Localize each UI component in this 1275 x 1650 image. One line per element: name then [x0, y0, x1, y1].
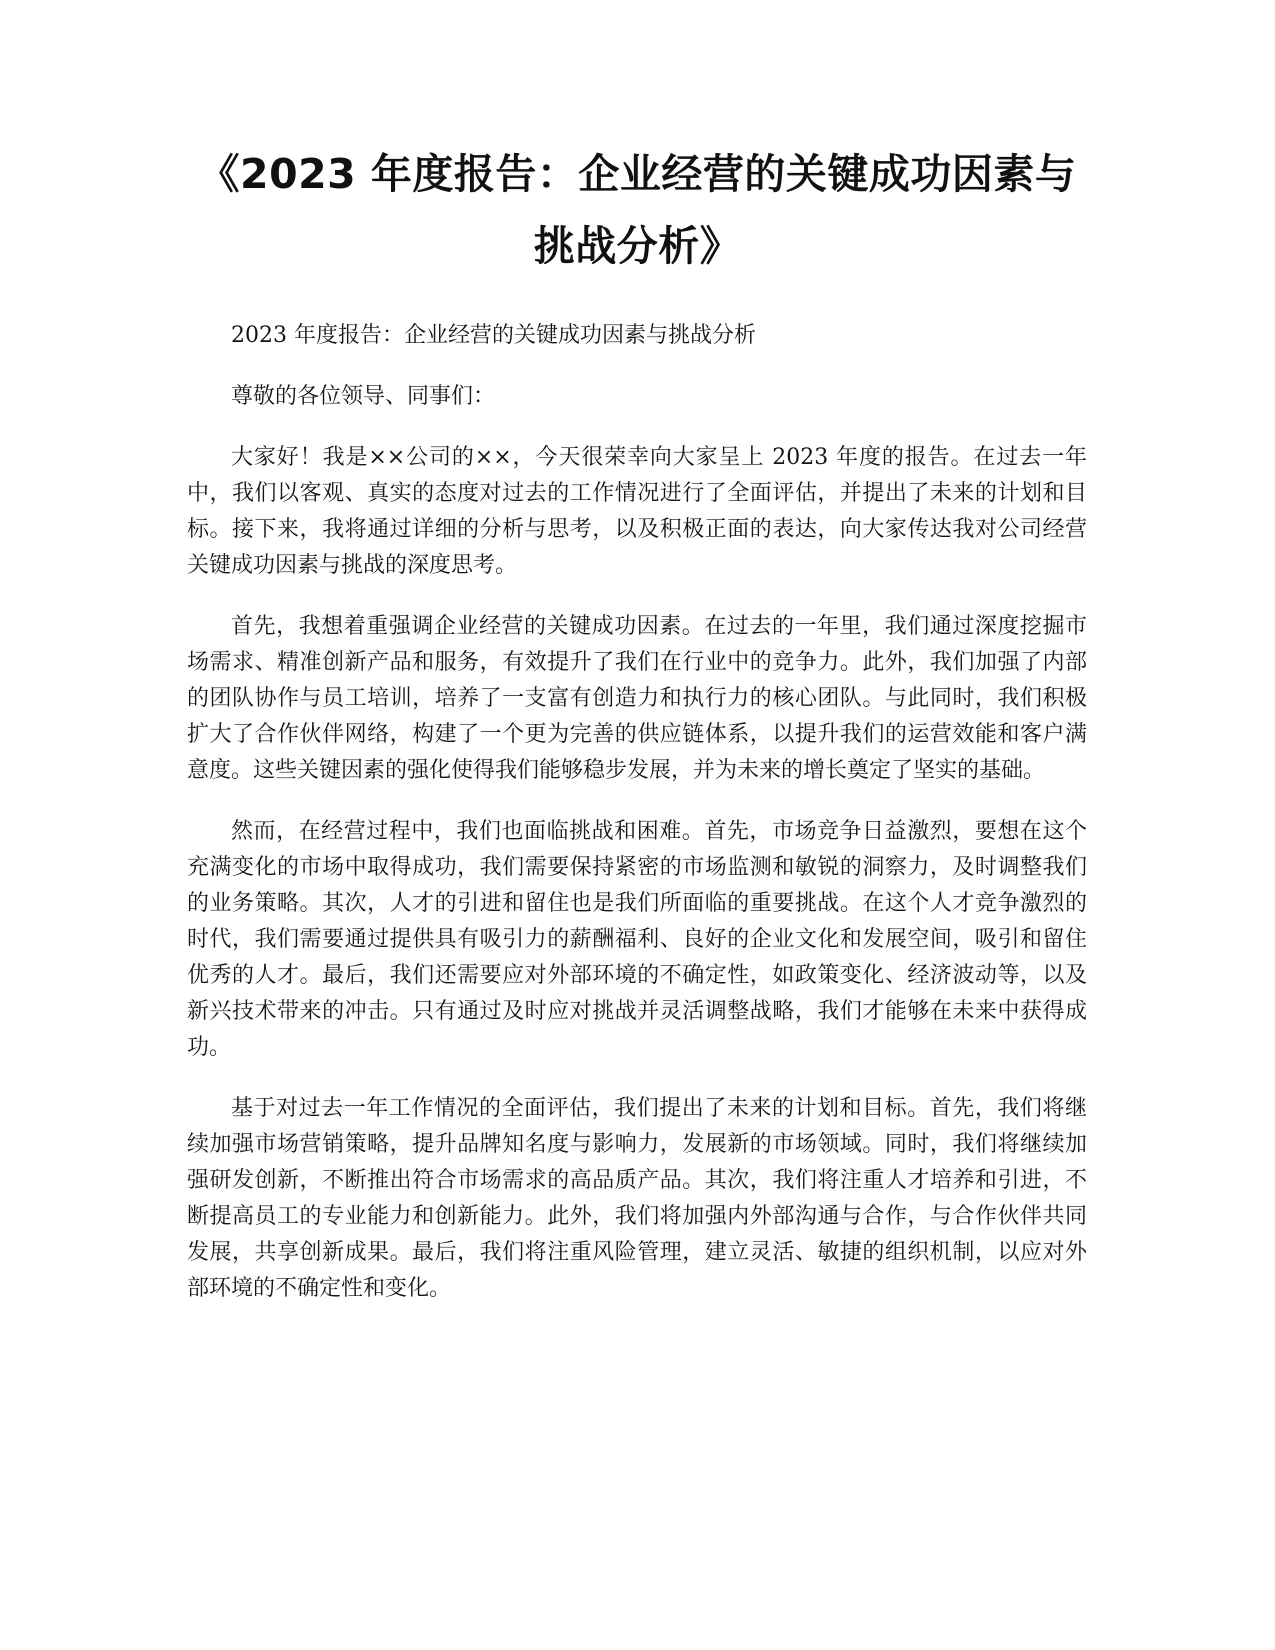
- salutation-paragraph: 尊敬的各位领导、同事们：: [231, 384, 496, 409]
- success-factors-paragraph: 首先，我想着重强调企业经营的关键成功因素。在过去的一年里，我们通过深度挖掘市场需求、精准创新产品和服务，有效提升了我们在行业中的竞争力。此外，我们加强了内部的团队协作与员工培训，培养了一支富有创造力和执行力的核心团队。与此同时，我们积极扩大了合作伙伴网络，构建了一个更为完善的供应链体系，以提升我们的运营效能和客户满意度。这些关键因素的强化使得我们能够稳步发展，并为未来的增长奠定了坚实的基础。: [187, 614, 1087, 783]
- subtitle-paragraph: 2023 年度报告：企业经营的关键成功因素与挑战分析: [231, 323, 756, 348]
- document-body: [187, 318, 1087, 1332]
- future-plans-paragraph: 基于对过去一年工作情况的全面评估，我们提出了未来的计划和目标。首先，我们将继续加强市场营销策略，提升品牌知名度与影响力，发展新的市场领域。同时，我们将继续加强研发创新，不断推出符合市场需求的高品质产品。其次，我们将注重人才培养和引进，不断提高员工的专业能力和创新能力。此外，我们将加强内外部沟通与合作，与合作伙伴共同发展，共享创新成果。最后，我们将注重风险管理，建立灵活、敏捷的组织机制，以应对外部环境的不确定性和变化。: [187, 1096, 1087, 1301]
- intro-paragraph: 大家好！我是××公司的××，今天很荣幸向大家呈上 2023 年度的报告。在过去一年中，我们以客观、真实的态度对过去的工作情况进行了全面评估，并提出了未来的计划和目标。接下来，我将通过详细的分析与思考，以及积极正面的表达，向大家传达我对公司经营关键成功因素与挑战的深度思考。: [187, 445, 1087, 578]
- challenges-paragraph: 然而，在经营过程中，我们也面临挑战和困难。首先，市场竞争日益激烈，要想在这个充满变化的市场中取得成功，我们需要保持紧密的市场监测和敏锐的洞察力，及时调整我们的业务策略。其次，人才的引进和留住也是我们所面临的重要挑战。在这个人才竞争激烈的时代，我们需要通过提供具有吸引力的薪酬福利、良好的企业文化和发展空间，吸引和留住优秀的人才。最后，我们还需要应对外部环境的不确定性，如政策变化、经济波动等，以及新兴技术带来的冲击。只有通过及时应对挑战并灵活调整战略，我们才能够在未来中获得成功。: [187, 819, 1087, 1060]
- document-title: 《2023 年度报告：企业经营的关键成功因素与挑战分析》: [198, 150, 1077, 270]
